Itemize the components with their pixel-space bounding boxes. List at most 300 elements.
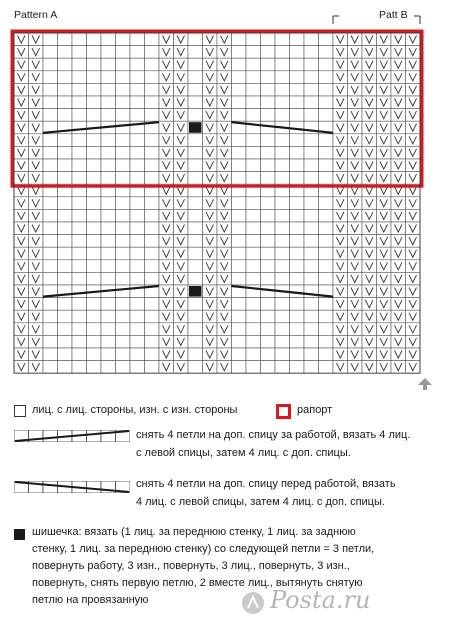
- chart-cell: [319, 235, 334, 248]
- chart-cell: [87, 96, 102, 109]
- chart-cell: [116, 335, 131, 348]
- chart-cell: [145, 209, 160, 222]
- chart-cell: [246, 323, 261, 336]
- chart-cell: [145, 222, 160, 235]
- chart-cell: [261, 58, 276, 71]
- chart-cell: [145, 159, 160, 172]
- chart-cell: [275, 272, 290, 285]
- chart-cell: [72, 298, 87, 311]
- chart-cell: [261, 235, 276, 248]
- chart-cell: [58, 361, 73, 374]
- legend-cable-front-line2: 4 лиц. с левой спицы, затем 4 лиц. с доп. спицы.: [136, 496, 385, 508]
- chart-cell: [319, 71, 334, 84]
- chart-cell: [319, 58, 334, 71]
- chart-cell: [232, 109, 247, 122]
- chart-cell: [43, 209, 58, 222]
- chart-cell: [319, 222, 334, 235]
- chart-cell: [290, 146, 305, 159]
- chart-cell: [304, 235, 319, 248]
- chart-cell: [101, 134, 116, 147]
- chart-cell: [72, 71, 87, 84]
- chart-cell: [232, 260, 247, 273]
- chart-cell: [188, 348, 203, 361]
- chart-cell: [246, 172, 261, 185]
- chart-cell: [232, 159, 247, 172]
- chart-cell: [232, 33, 247, 46]
- chart-cell: [319, 197, 334, 210]
- chart-cell: [275, 348, 290, 361]
- chart-cell: [188, 58, 203, 71]
- chart-cell: [72, 33, 87, 46]
- chart-cell: [232, 96, 247, 109]
- chart-cell: [58, 272, 73, 285]
- chart-cell: [304, 260, 319, 273]
- bobble-symbol: [189, 286, 202, 297]
- chart-cell: [275, 335, 290, 348]
- chart-cell: [232, 46, 247, 59]
- chart-cell: [246, 159, 261, 172]
- chart-cell: [275, 159, 290, 172]
- chart-cell: [87, 159, 102, 172]
- chart-cell: [87, 272, 102, 285]
- chart-cell: [232, 247, 247, 260]
- chart-cell: [246, 247, 261, 260]
- chart-cell: [145, 71, 160, 84]
- chart-cell: [116, 96, 131, 109]
- chart-cell: [304, 348, 319, 361]
- chart-cell: [188, 209, 203, 222]
- chart-cell: [58, 33, 73, 46]
- legend-bobble-line4: повернуть, снять первую петлю, 2 вместе лиц., вытянуть снятую: [32, 577, 363, 589]
- chart-cell: [290, 361, 305, 374]
- chart-cell: [290, 235, 305, 248]
- chart-cell: [43, 33, 58, 46]
- chart-cell: [43, 172, 58, 185]
- chart-cell: [116, 146, 131, 159]
- chart-cell: [232, 146, 247, 159]
- chart-cell: [101, 272, 116, 285]
- chart-cell: [130, 58, 145, 71]
- chart-cell: [275, 235, 290, 248]
- chart-cell: [43, 348, 58, 361]
- chart-cell: [58, 209, 73, 222]
- chart-cell: [43, 222, 58, 235]
- chart-cell: [290, 348, 305, 361]
- chart-cell: [130, 46, 145, 59]
- chart-cell: [116, 348, 131, 361]
- chart-cell: [261, 197, 276, 210]
- chart-cell: [58, 310, 73, 323]
- chart-cell: [130, 323, 145, 336]
- chart-cell: [188, 272, 203, 285]
- chart-cell: [275, 146, 290, 159]
- chart-cell: [145, 83, 160, 96]
- chart-cell: [43, 247, 58, 260]
- chart-cell: [101, 58, 116, 71]
- legend-cable-back-line1: снять 4 петли на доп. спицу за работой, вязать 4 лиц.: [136, 429, 411, 441]
- chart-cell: [43, 109, 58, 122]
- chart-cell: [116, 222, 131, 235]
- chart-cell: [58, 96, 73, 109]
- chart-cell: [145, 272, 160, 285]
- chart-cell: [130, 134, 145, 147]
- chart-cell: [319, 247, 334, 260]
- chart-cell: [130, 335, 145, 348]
- chart-cell: [232, 222, 247, 235]
- chart-cell: [72, 109, 87, 122]
- chart-cell: [72, 323, 87, 336]
- chart-cell: [232, 235, 247, 248]
- chart-cell: [261, 361, 276, 374]
- chart-cell: [246, 46, 261, 59]
- chart-cell: [290, 159, 305, 172]
- chart-cell: [58, 335, 73, 348]
- legend-bobble-line2: стенку, 1 лиц. за переднюю стенку) со следующей петли = 3 петли,: [32, 543, 375, 555]
- bobble-symbol-swatch: [14, 529, 25, 540]
- chart-cell: [275, 46, 290, 59]
- chart-cell: [58, 159, 73, 172]
- chart-cell: [87, 323, 102, 336]
- chart-cell: [101, 46, 116, 59]
- chart-cell: [290, 46, 305, 59]
- chart-cell: [43, 96, 58, 109]
- chart-cell: [101, 348, 116, 361]
- chart-cell: [290, 58, 305, 71]
- chart-cell: [130, 361, 145, 374]
- chart-cell: [319, 134, 334, 147]
- chart-cell: [130, 109, 145, 122]
- chart-cell: [246, 348, 261, 361]
- chart-cell: [261, 159, 276, 172]
- chart-cell: [87, 172, 102, 185]
- chart-cell: [232, 348, 247, 361]
- chart-cell: [188, 247, 203, 260]
- chart-cell: [232, 71, 247, 84]
- chart-cell: [304, 298, 319, 311]
- chart-cell: [101, 335, 116, 348]
- chart-cell: [101, 197, 116, 210]
- chart-cell: [304, 222, 319, 235]
- chart-cell: [188, 335, 203, 348]
- chart-cell: [304, 58, 319, 71]
- chart-cell: [304, 272, 319, 285]
- chart-cell: [232, 134, 247, 147]
- chart-cell: [43, 71, 58, 84]
- chart-cell: [87, 348, 102, 361]
- chart-cell: [319, 172, 334, 185]
- pattern-a-label: Pattern A: [14, 9, 58, 21]
- chart-cell: [232, 323, 247, 336]
- chart-cell: [87, 310, 102, 323]
- legend-repeat-text: рапорт: [297, 404, 333, 416]
- chart-cell: [43, 46, 58, 59]
- chart-cell: [304, 197, 319, 210]
- chart-cell: [72, 121, 87, 134]
- chart-cell: [246, 71, 261, 84]
- chart-cell: [261, 260, 276, 273]
- chart-cell: [275, 197, 290, 210]
- chart-cell: [145, 260, 160, 273]
- chart-cell: [101, 209, 116, 222]
- chart-cell: [275, 71, 290, 84]
- chart-cell: [304, 310, 319, 323]
- chart-cell: [116, 298, 131, 311]
- chart-cell: [304, 83, 319, 96]
- chart-cell: [87, 146, 102, 159]
- chart-cell: [304, 46, 319, 59]
- chart-cell: [43, 146, 58, 159]
- chart-cell: [261, 46, 276, 59]
- chart-cell: [145, 33, 160, 46]
- chart-cell: [246, 335, 261, 348]
- chart-cell: [319, 348, 334, 361]
- chart-cell: [101, 146, 116, 159]
- chart-cell: [58, 109, 73, 122]
- chart-cell: [261, 323, 276, 336]
- chart-cell: [290, 109, 305, 122]
- chart-cell: [246, 298, 261, 311]
- chart-cell: [43, 310, 58, 323]
- chart-cell: [58, 83, 73, 96]
- cable-swatch-cell: [43, 430, 58, 442]
- chart-cell: [188, 46, 203, 59]
- legend-bobble-line5: петлю на провязанную: [32, 594, 149, 606]
- chart-cell: [130, 247, 145, 260]
- cable-swatch-cell: [87, 481, 102, 493]
- chart-cell: [188, 109, 203, 122]
- chart-cell: [43, 159, 58, 172]
- chart-cell: [319, 109, 334, 122]
- chart-cell: [116, 46, 131, 59]
- chart-cell: [72, 209, 87, 222]
- chart-cell: [319, 83, 334, 96]
- chart-cell: [145, 146, 160, 159]
- chart-cell: [261, 310, 276, 323]
- chart-cell: [319, 146, 334, 159]
- chart-cell: [246, 260, 261, 273]
- chart-cell: [290, 247, 305, 260]
- chart-cell: [58, 71, 73, 84]
- chart-cell: [304, 361, 319, 374]
- chart-cell: [72, 159, 87, 172]
- chart-cell: [87, 109, 102, 122]
- chart-cell: [304, 323, 319, 336]
- legend-knit-text: лиц. с лиц. стороны, изн. с изн. стороны: [32, 404, 238, 416]
- chart-cell: [275, 222, 290, 235]
- chart-cell: [319, 46, 334, 59]
- chart-cell: [319, 272, 334, 285]
- chart-cell: [87, 260, 102, 273]
- chart-cell: [101, 260, 116, 273]
- chart-cell: [145, 109, 160, 122]
- chart-cell: [116, 310, 131, 323]
- chart-cell: [232, 58, 247, 71]
- chart-cell: [145, 58, 160, 71]
- chart-cell: [72, 83, 87, 96]
- chart-cell: [232, 209, 247, 222]
- chart-cell: [101, 33, 116, 46]
- chart-cell: [58, 197, 73, 210]
- chart-cell: [246, 146, 261, 159]
- chart-cell: [145, 134, 160, 147]
- chart-cell: [116, 197, 131, 210]
- chart-cell: [188, 83, 203, 96]
- chart-cell: [319, 96, 334, 109]
- chart-cell: [116, 235, 131, 248]
- chart-cell: [72, 247, 87, 260]
- legend-cable-front-line1: снять 4 петли на доп. спицу перед работой, вязать: [136, 478, 396, 490]
- chart-cell: [188, 159, 203, 172]
- chart-cell: [116, 83, 131, 96]
- bobble-symbol: [189, 122, 202, 133]
- chart-cell: [304, 146, 319, 159]
- chart-cell: [72, 46, 87, 59]
- chart-cell: [43, 58, 58, 71]
- chart-cell: [87, 209, 102, 222]
- direction-arrow-icon: [418, 378, 432, 390]
- chart-cell: [246, 83, 261, 96]
- chart-cell: [116, 285, 131, 298]
- repeat-symbol-swatch: [276, 404, 291, 419]
- chart-cell: [101, 222, 116, 235]
- chart-cell: [261, 222, 276, 235]
- chart-cell: [116, 121, 131, 134]
- chart-cell: [87, 335, 102, 348]
- chart-cell: [232, 361, 247, 374]
- chart-cell: [246, 361, 261, 374]
- chart-cell: [72, 235, 87, 248]
- chart-cell: [275, 109, 290, 122]
- chart-cell: [87, 222, 102, 235]
- chart-cell: [87, 134, 102, 147]
- pattern-b-label: Patt B: [379, 9, 408, 21]
- chart-cell: [58, 134, 73, 147]
- chart-cell: [116, 209, 131, 222]
- chart-cell: [58, 172, 73, 185]
- chart-cell: [246, 272, 261, 285]
- chart-cell: [275, 33, 290, 46]
- chart-cell: [58, 323, 73, 336]
- chart-cell: [304, 335, 319, 348]
- chart-cell: [101, 71, 116, 84]
- chart-cell: [290, 260, 305, 273]
- chart-cell: [188, 197, 203, 210]
- chart-cell: [261, 272, 276, 285]
- chart-cell: [145, 298, 160, 311]
- chart-cell: [319, 361, 334, 374]
- chart-cell: [290, 209, 305, 222]
- chart-cell: [145, 310, 160, 323]
- chart-cell: [116, 323, 131, 336]
- chart-cell: [304, 172, 319, 185]
- chart-cell: [87, 71, 102, 84]
- chart-cell: [58, 58, 73, 71]
- chart-cell: [290, 172, 305, 185]
- chart-cell: [58, 348, 73, 361]
- watermark-logo-icon: [240, 590, 266, 616]
- chart-cell: [101, 323, 116, 336]
- chart-cell: [246, 222, 261, 235]
- chart-cell: [246, 310, 261, 323]
- cable-swatch-cell: [87, 430, 102, 442]
- chart-cell: [261, 247, 276, 260]
- chart-cell: [58, 235, 73, 248]
- chart-cell: [232, 335, 247, 348]
- chart-cell: [145, 172, 160, 185]
- cable-front-symbol: [14, 481, 130, 493]
- chart-cell: [145, 197, 160, 210]
- chart-cell: [145, 46, 160, 59]
- chart-cell: [130, 71, 145, 84]
- chart-cell: [261, 298, 276, 311]
- chart-cell: [232, 310, 247, 323]
- chart-cell: [319, 335, 334, 348]
- chart-cell: [275, 260, 290, 273]
- chart-cell: [261, 348, 276, 361]
- chart-cell: [188, 260, 203, 273]
- chart-cell: [58, 222, 73, 235]
- chart-cell: [72, 272, 87, 285]
- cable-back-symbol: [14, 430, 130, 442]
- chart-cell: [275, 361, 290, 374]
- chart-cell: [261, 335, 276, 348]
- chart-cell: [232, 83, 247, 96]
- chart-cell: [130, 209, 145, 222]
- chart-cell: [261, 96, 276, 109]
- legend-cable-back-line2: с левой спицы, затем 4 лиц. с доп. спицы.: [136, 447, 351, 459]
- chart-cell: [72, 134, 87, 147]
- chart-cell: [304, 33, 319, 46]
- chart-cell: [116, 134, 131, 147]
- chart-cell: [261, 33, 276, 46]
- chart-cell: [87, 46, 102, 59]
- chart-cell: [101, 96, 116, 109]
- chart-cell: [188, 71, 203, 84]
- chart-cell: [275, 172, 290, 185]
- chart-cell: [290, 222, 305, 235]
- chart-cell: [261, 172, 276, 185]
- chart-cell: [116, 33, 131, 46]
- knit-symbol-swatch: [14, 405, 26, 417]
- chart-cell: [319, 260, 334, 273]
- chart-cell: [304, 134, 319, 147]
- chart-cell: [58, 247, 73, 260]
- chart-cell: [261, 134, 276, 147]
- chart-cell: [130, 33, 145, 46]
- chart-cell: [116, 272, 131, 285]
- chart-cell: [304, 71, 319, 84]
- chart-cell: [275, 323, 290, 336]
- chart-cell: [72, 146, 87, 159]
- chart-cell: [43, 197, 58, 210]
- chart-cell: [58, 146, 73, 159]
- chart-cell: [275, 310, 290, 323]
- chart-cell: [43, 323, 58, 336]
- chart-cell: [87, 235, 102, 248]
- chart-cell: [275, 298, 290, 311]
- chart-cell: [275, 134, 290, 147]
- chart-cell: [290, 197, 305, 210]
- chart-cell: [304, 109, 319, 122]
- chart-cell: [188, 310, 203, 323]
- chart-cell: [290, 272, 305, 285]
- chart-cell: [116, 71, 131, 84]
- chart-cell: [188, 235, 203, 248]
- chart-cell: [275, 209, 290, 222]
- chart-cell: [130, 96, 145, 109]
- chart-cell: [116, 247, 131, 260]
- chart-cell: [319, 323, 334, 336]
